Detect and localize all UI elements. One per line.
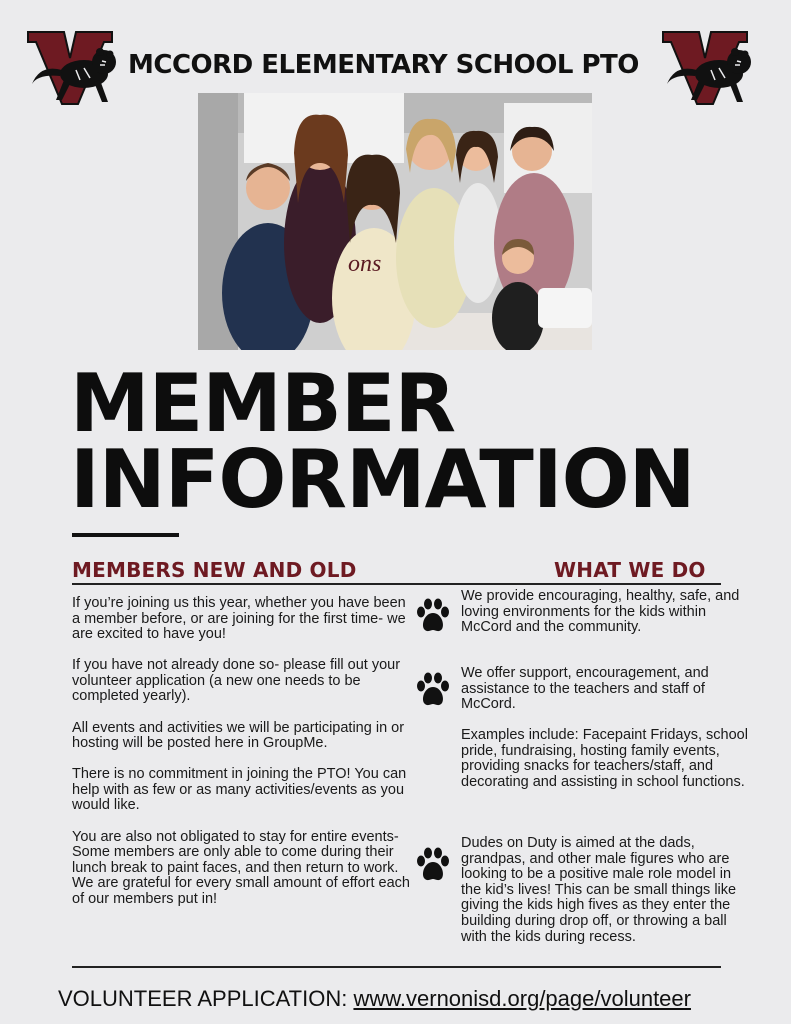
paw-print-icon [413, 845, 453, 885]
shirt-text: ons [348, 251, 382, 277]
what-we-do-text: We provide encouraging, healthy, safe, and loving environments for the kids within McCord and the community. [461, 588, 740, 636]
title-underline [72, 533, 179, 537]
volunteer-footer [58, 986, 691, 1012]
school-title: MCCORD ELEMENTARY SCHOOL PTO [128, 50, 639, 80]
what-we-do-item [461, 589, 751, 636]
members-heading: MEMBERS NEW AND OLD [72, 558, 357, 582]
main-title-line2: INFORMATION [70, 433, 695, 526]
what-we-do-text: Dudes on Duty is aimed at the dads, grandpas, and other male figures who are looking to be a positive male role model in the kid’s lives! This can be small things like giving the kids high fives as they enter the building during drop off, or throwing a ball with the kids during recess. [461, 835, 737, 945]
members-paragraph: If you have not already done so- please fill out your volunteer application (a new one needs to be completed yearly). [72, 657, 401, 705]
what-we-do-item [461, 836, 751, 945]
heading-divider [72, 583, 721, 585]
members-column [72, 596, 410, 923]
volunteer-link[interactable]: www.vernonisd.org/page/volunteer [353, 986, 691, 1011]
what-we-do-item [461, 728, 751, 790]
tiger-v-logo-icon [20, 28, 120, 108]
paw-print-icon [413, 670, 453, 710]
members-paragraph: If you’re joining us this year, whether you have been a member before, or are joining for the first time- we are excited to have you! [72, 595, 406, 643]
volunteer-label: VOLUNTEER APPLICATION: [58, 986, 354, 1011]
what-we-do-text: Examples include: Facepaint Fridays, school pride, fundraising, hosting family events, providing snacks for teachers/staff, and decorating and assisting in school functions. [461, 727, 748, 790]
what-we-do-item [461, 666, 751, 713]
members-paragraph: All events and activities we will be participating in or hosting will be posted here in GroupMe. [72, 719, 405, 752]
group-photo [198, 93, 592, 350]
paw-print-icon [413, 596, 453, 636]
bottom-divider [72, 966, 721, 968]
main-title [70, 357, 695, 526]
tiger-v-logo-icon [655, 28, 755, 108]
what-we-do-heading: WHAT WE DO [554, 558, 706, 582]
members-paragraph: There is no commitment in joining the PTO! You can help with as few or as many activities/events as you would like. [72, 766, 407, 814]
logo-letter: V [20, 28, 21, 29]
what-we-do-text: We offer support, encouragement, and assistance to the teachers and staff of McCord. [461, 665, 709, 713]
main-title-line1: MEMBER [70, 357, 456, 450]
members-paragraph: You are also not obligated to stay for entire events- Some members are only able to come during their lunch break to paint faces, and then return to work. We are grateful for every small amount of effort each of our members put in! [72, 828, 410, 907]
